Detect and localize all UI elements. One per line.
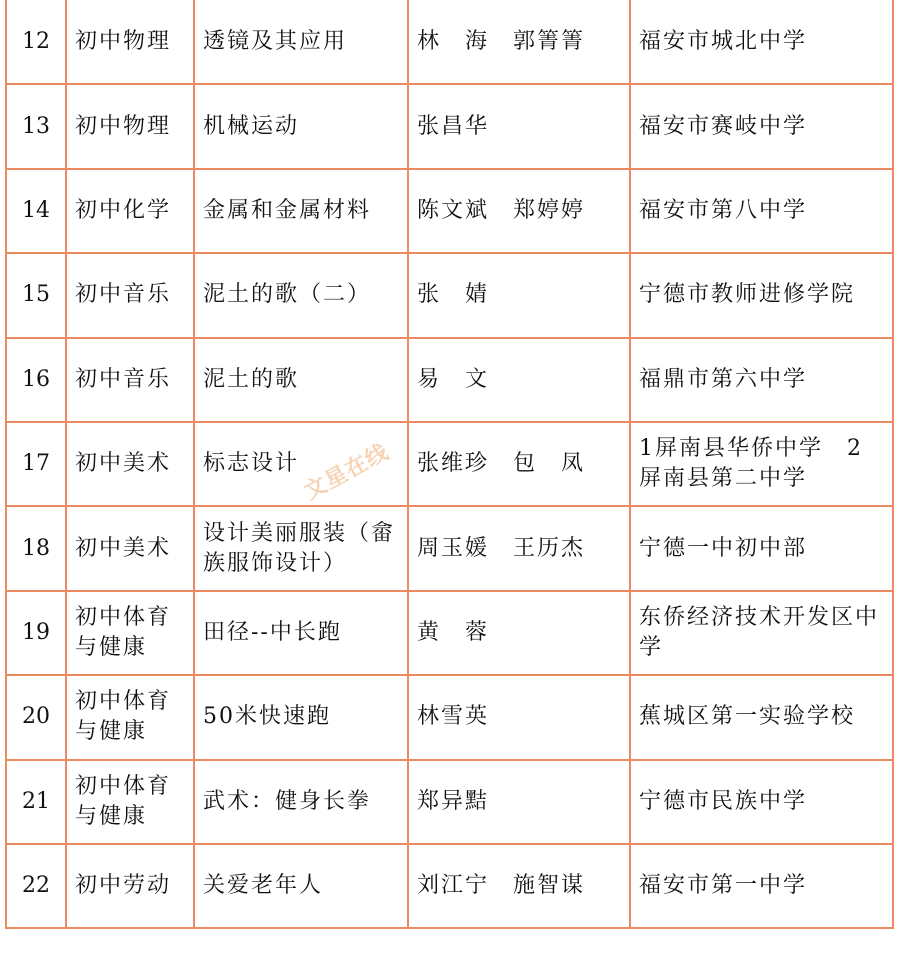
topic-cell: 透镜及其应用 xyxy=(194,0,408,84)
teachers-cell: 陈文斌 郑婷婷 xyxy=(408,169,630,253)
school-cell: 福安市赛岐中学 xyxy=(630,84,893,168)
teachers-cell: 张维珍 包 凤 xyxy=(408,422,630,506)
table-row xyxy=(6,169,893,253)
table-row xyxy=(6,0,893,84)
table-row xyxy=(6,338,893,422)
teachers-cell: 刘江宁 施智谋 xyxy=(408,844,630,928)
teachers-cell: 张昌华 xyxy=(408,84,630,168)
school-cell: 蕉城区第一实验学校 xyxy=(630,675,893,759)
row-number-cell: 19 xyxy=(6,591,66,675)
topic-cell: 金属和金属材料 xyxy=(194,169,408,253)
lesson-table xyxy=(5,0,894,929)
topic-cell: 田径--中长跑 xyxy=(194,591,408,675)
topic-cell: 泥土的歌（二） xyxy=(194,253,408,337)
lesson-table-body xyxy=(6,0,893,928)
topic-cell: 武术：健身长拳 xyxy=(194,760,408,844)
watermark: 文星在线 xyxy=(300,439,394,505)
table-row xyxy=(6,591,893,675)
table-row xyxy=(6,422,893,506)
row-number-cell: 13 xyxy=(6,84,66,168)
school-cell: 福安市第一中学 xyxy=(630,844,893,928)
table-row xyxy=(6,253,893,337)
teachers-cell: 林 海 郭箐箐 xyxy=(408,0,630,84)
subject-cell: 初中音乐 xyxy=(66,253,194,337)
table-row xyxy=(6,675,893,759)
subject-cell: 初中物理 xyxy=(66,84,194,168)
subject-cell: 初中体育与健康 xyxy=(66,591,194,675)
subject-cell: 初中物理 xyxy=(66,0,194,84)
topic-cell: 50米快速跑 xyxy=(194,675,408,759)
subject-cell: 初中美术 xyxy=(66,422,194,506)
row-number-cell: 21 xyxy=(6,760,66,844)
school-cell: 福安市城北中学 xyxy=(630,0,893,84)
subject-cell: 初中音乐 xyxy=(66,338,194,422)
school-cell: 宁德市教师进修学院 xyxy=(630,253,893,337)
subject-cell: 初中化学 xyxy=(66,169,194,253)
topic-cell: 泥土的歌 xyxy=(194,338,408,422)
subject-cell: 初中体育与健康 xyxy=(66,760,194,844)
topic-cell: 机械运动 xyxy=(194,84,408,168)
row-number-cell: 12 xyxy=(6,0,66,84)
school-cell: 东侨经济技术开发区中学 xyxy=(630,591,893,675)
subject-cell: 初中劳动 xyxy=(66,844,194,928)
row-number-cell: 22 xyxy=(6,844,66,928)
teachers-cell: 周玉媛 王历杰 xyxy=(408,506,630,590)
topic-cell: 设计美丽服装（畲族服饰设计） xyxy=(194,506,408,590)
table-row xyxy=(6,760,893,844)
subject-cell: 初中美术 xyxy=(66,506,194,590)
row-number-cell: 17 xyxy=(6,422,66,506)
teachers-cell: 黄 蓉 xyxy=(408,591,630,675)
teachers-cell: 易 文 xyxy=(408,338,630,422)
table-row xyxy=(6,844,893,928)
school-cell: 福鼎市第六中学 xyxy=(630,338,893,422)
row-number-cell: 14 xyxy=(6,169,66,253)
teachers-cell: 张 婧 xyxy=(408,253,630,337)
school-cell: 福安市第八中学 xyxy=(630,169,893,253)
school-cell: 宁德一中初中部 xyxy=(630,506,893,590)
teachers-cell: 林雪英 xyxy=(408,675,630,759)
subject-cell: 初中体育与健康 xyxy=(66,675,194,759)
table-row xyxy=(6,506,893,590)
row-number-cell: 18 xyxy=(6,506,66,590)
row-number-cell: 16 xyxy=(6,338,66,422)
row-number-cell: 20 xyxy=(6,675,66,759)
school-cell: 1屏南县华侨中学 2屏南县第二中学 xyxy=(630,422,893,506)
teachers-cell: 郑异黠 xyxy=(408,760,630,844)
topic-cell: 标志设计 xyxy=(194,422,408,506)
school-cell: 宁德市民族中学 xyxy=(630,760,893,844)
topic-cell: 关爱老年人 xyxy=(194,844,408,928)
table-row xyxy=(6,84,893,168)
row-number-cell: 15 xyxy=(6,253,66,337)
